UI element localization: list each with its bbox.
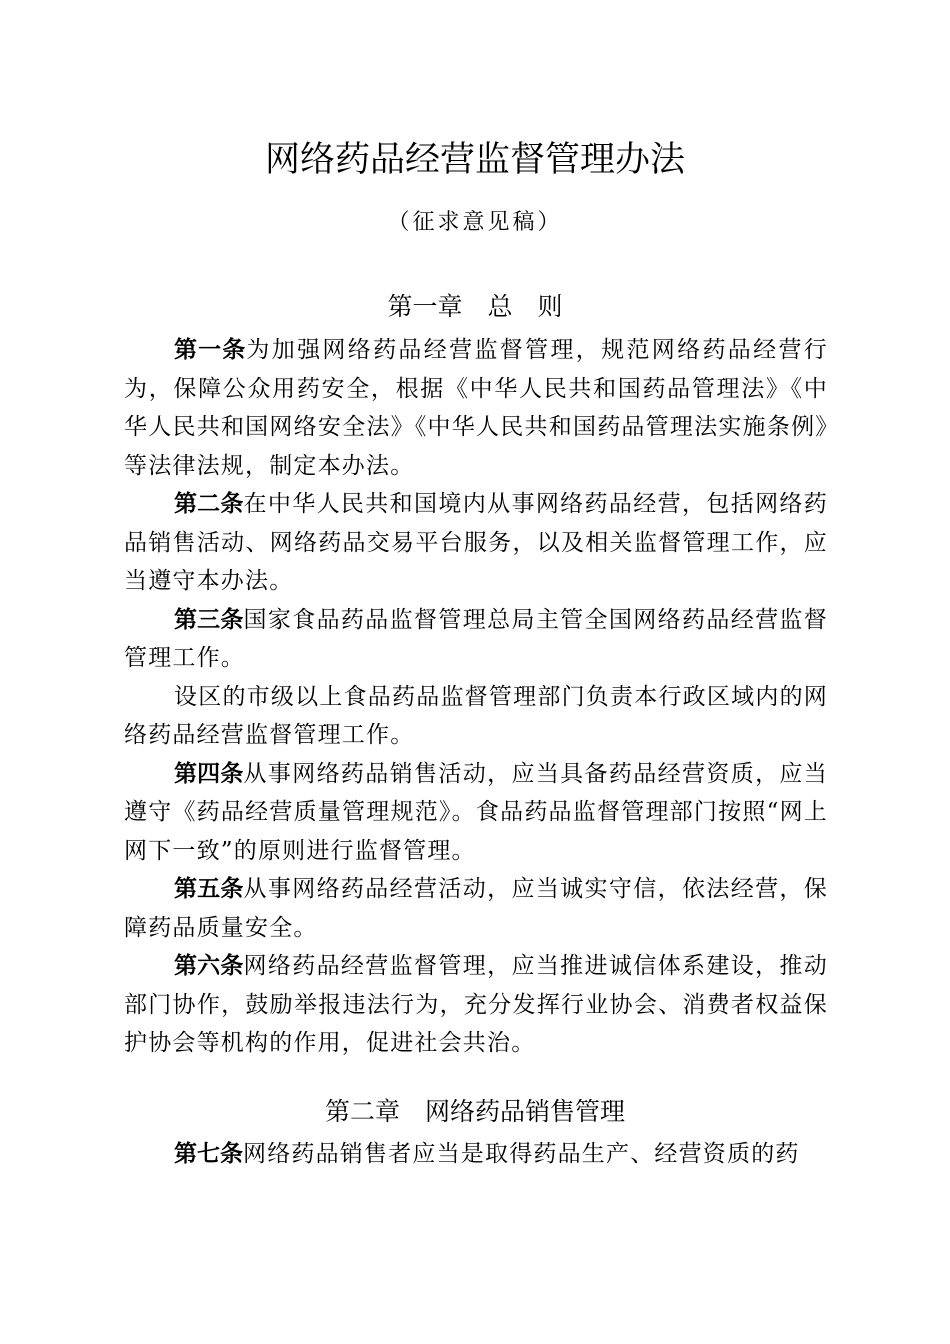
document-subtitle: （征求意见稿） [387,210,563,235]
article-number: 第三条 [174,606,244,633]
article-paragraph [124,601,828,678]
article-paragraph [124,1135,828,1174]
chapter-heading: 第二章 网络药品销售管理 [324,1097,625,1126]
article-paragraph [124,331,828,485]
article-number: 第五条 [174,876,244,902]
chapter-heading: 第一章 总 则 [387,292,563,321]
chapter-body [124,331,828,1063]
article-paragraph [124,870,828,947]
article-number: 第六条 [174,953,244,979]
article-text: 从事网络药品经营活动，应当诚实守信，依法经营，保障药品质量安全。 [124,876,828,941]
article-paragraph [124,485,828,601]
article-paragraph [124,947,828,1063]
article-number: 第七条 [174,1141,243,1167]
article-number: 第四条 [174,760,244,787]
document-title: 网络药品经营监督管理办法 [264,140,685,180]
article-number: 第二条 [174,491,244,517]
article-paragraph [124,678,828,755]
article-text: 在中华人民共和国境内从事网络药品经营，包括网络药品销售活动、网络药品交易平台服务，以及相关监督管理工作，应当遵守本办法。 [124,491,828,594]
article-text: 从事网络药品销售活动，应当具备药品经营资质，应当遵守《药品经营质量管理规范》。食品药品监督管理部门按照“网上网下一致”的原则进行监督管理。 [124,760,828,864]
article-text: 设区的市级以上食品药品监督管理部门负责本行政区域内的网络药品经营监督管理工作。 [124,683,828,748]
chapter-body [124,1135,828,1174]
article-text: 网络药品销售者应当是取得药品生产、经营资质的药 [243,1141,800,1167]
article-text: 国家食品药品监督管理总局主管全国网络药品经营监督管理工作。 [124,606,828,671]
article-paragraph [124,755,828,871]
article-text: 网络药品经营监督管理，应当推进诚信体系建设，推动部门协作，鼓励举报违法行为，充分发挥行业协会、消费者权益保护协会等机构的作用，促进社会共治。 [124,953,828,1056]
article-text: 为加强网络药品经营监督管理，规范网络药品经营行为，保障公众用药安全，根据《中华人民共和国药品管理法》《中华人民共和国网络安全法》《中华人民共和国药品管理法实施条例》等法律法规，制定本办法。 [124,337,829,479]
article-number: 第一条 [174,337,247,363]
